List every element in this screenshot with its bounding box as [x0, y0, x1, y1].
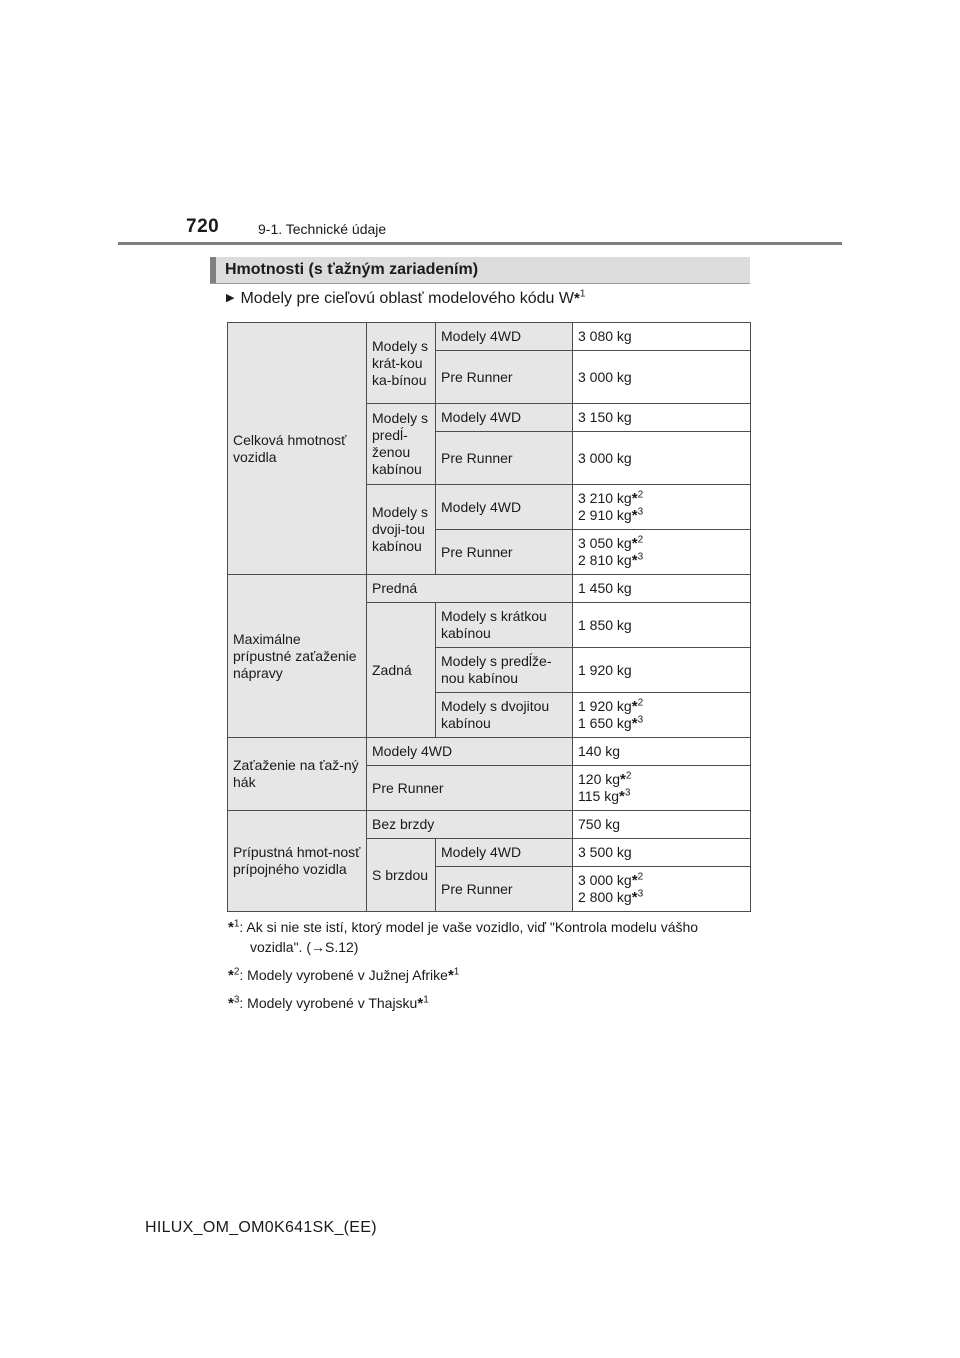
row-label: Modely 4WD	[436, 404, 573, 432]
row-label: Pre Runner	[436, 867, 573, 912]
tow-hook-label: Zaťaženie na ťaž-ný hák	[228, 738, 367, 811]
value-cell: 750 kg	[573, 811, 751, 839]
weights-table	[227, 322, 751, 912]
document-code: HILUX_OM_OM0K641SK_(EE)	[145, 1219, 377, 1236]
row-label: Pre Runner	[436, 432, 573, 485]
row-label: Bez brzdy	[367, 811, 573, 839]
footnote-star-icon: *	[573, 290, 580, 307]
row-label: Modely 4WD	[436, 839, 573, 867]
value-cell: 3 500 kg	[573, 839, 751, 867]
value-cell: 3 210 kg*$^2$ 2 910 kg*$^3$	[573, 485, 751, 530]
section-heading: Hmotnosti (s ťažným zariadením)	[210, 257, 750, 283]
subheading-text: Modely pre cieľovú oblasť modelového kódu W	[240, 290, 574, 307]
footnote-3: *$^3$: Modely vyrobené v Thajsku*$^1$	[228, 994, 429, 1012]
row-label: Pre Runner	[436, 351, 573, 404]
value-cell: 1 450 kg	[573, 575, 751, 603]
section-underline	[210, 283, 750, 284]
row-label: Pre Runner	[367, 766, 573, 811]
table-row	[228, 575, 751, 603]
axle-load-label: Maximálne prípustné zaťaženie nápravy	[228, 575, 367, 738]
value-cell: 3 000 kg	[573, 351, 751, 404]
value-cell: 3 000 kg*$^2$ 2 800 kg*$^3$	[573, 867, 751, 912]
chapter-title: 9-1. Technické údaje	[258, 221, 387, 237]
row-label: Modely s krátkou kabínou	[436, 603, 573, 648]
table-row	[228, 323, 751, 351]
footnote-ref: 1	[579, 288, 586, 300]
gross-weight-label: Celková hmotnosť vozidla	[228, 323, 367, 575]
value-cell: 1 920 kg*$^2$ 1 650 kg*$^3$	[573, 693, 751, 738]
row-label: Pre Runner	[436, 530, 573, 575]
double-cab-label: Modely s dvoji-tou kabínou	[367, 485, 436, 575]
footnote-2: *$^2$: Modely vyrobené v Južnej Afrike*$^1$	[228, 966, 460, 984]
footnotes	[228, 917, 750, 1021]
value-cell: 1 850 kg	[573, 603, 751, 648]
front-axle-label: Predná	[367, 575, 573, 603]
trailer-weight-label: Prípustná hmot-nosť prípojného vozidla	[228, 811, 367, 912]
value-cell: 1 920 kg	[573, 648, 751, 693]
row-label: Modely s dvojitou kabínou	[436, 693, 573, 738]
with-brakes-label: S brzdou	[367, 839, 436, 912]
table-row	[228, 738, 751, 766]
value-cell: 3 080 kg	[573, 323, 751, 351]
value-cell: 3 150 kg	[573, 404, 751, 432]
footnote-1: *$^1$: Ak si nie ste istí, ktorý model je vaše vozidlo, viď "Kontrola modelu vášho vozidla". (→S.12)	[228, 918, 699, 955]
subheading	[226, 290, 585, 308]
row-label: Modely 4WD	[436, 323, 573, 351]
rear-axle-label: Zadná	[367, 603, 436, 738]
triangle-bullet-icon: ▶	[226, 292, 235, 304]
value-cell: 120 kg*$^2$ 115 kg*$^3$	[573, 766, 751, 811]
header-rule	[118, 242, 842, 245]
page-number: 720	[186, 216, 220, 237]
value-cell: 3 000 kg	[573, 432, 751, 485]
table-row	[228, 811, 751, 839]
row-label: Modely 4WD	[436, 485, 573, 530]
value-cell: 3 050 kg*$^2$ 2 810 kg*$^3$	[573, 530, 751, 575]
value-cell: 140 kg	[573, 738, 751, 766]
row-label: Modely 4WD	[367, 738, 573, 766]
row-label: Modely s predĺže-nou kabínou	[436, 648, 573, 693]
extended-cab-label: Modely s predĺ-ženou kabínou	[367, 404, 436, 485]
short-cab-label: Modely s krát-kou ka-bínou	[367, 323, 436, 404]
